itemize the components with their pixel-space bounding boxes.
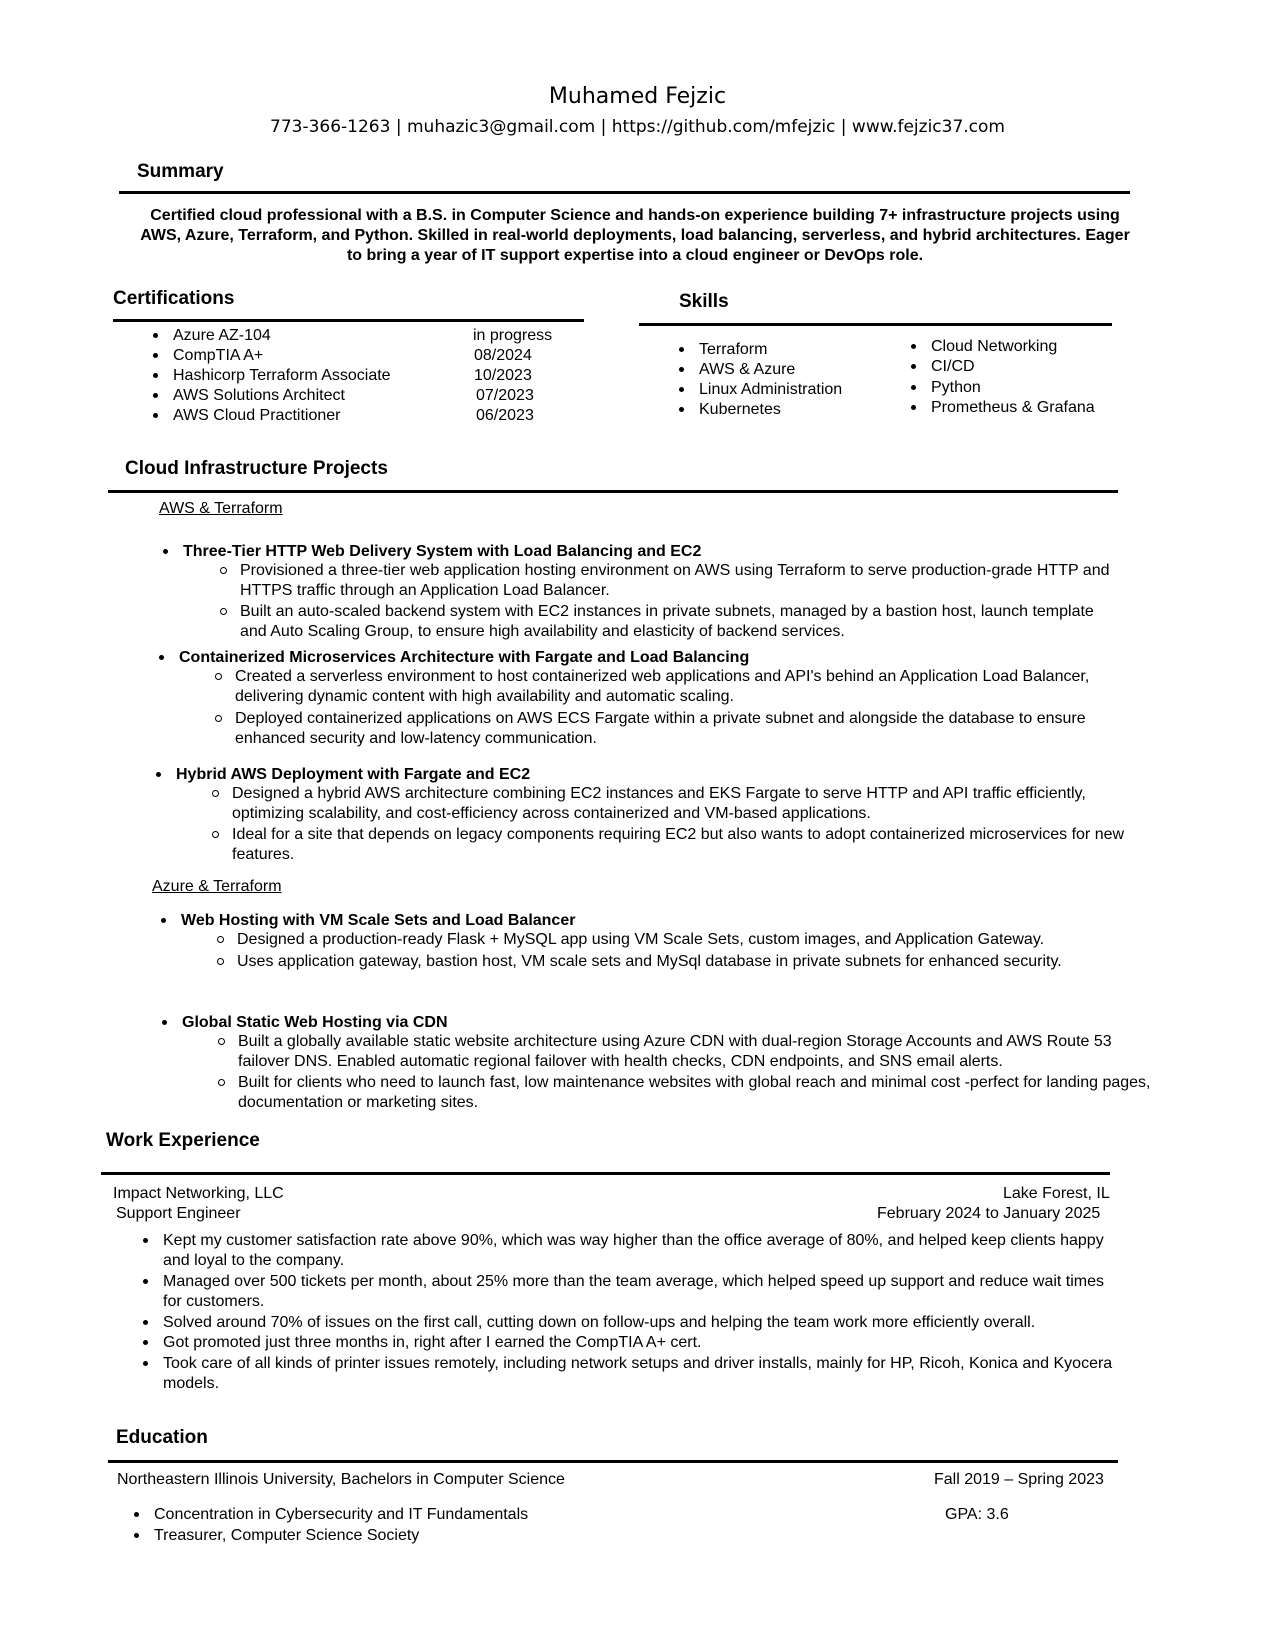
cert-name: Hashicorp Terraform Associate — [173, 367, 391, 384]
aws-terraform-label: AWS & Terraform — [159, 500, 283, 517]
job-dates: February 2024 to January 2025 — [877, 1205, 1101, 1222]
skill-item: Linux Administration — [699, 381, 843, 398]
skill-item: Prometheus & Grafana — [931, 399, 1095, 416]
skill-item: Python — [931, 379, 981, 396]
job-location: Lake Forest, IL — [1003, 1185, 1110, 1202]
cert-name: AWS Cloud Practitioner — [173, 407, 341, 424]
education-divider — [108, 1460, 1118, 1463]
project-bullet: Deployed containerized applications on AWS ECS Fargate within a private subnet and alongside the database to ensure enhanced security and low-latency communication. — [235, 709, 1140, 749]
project-bullet: Provisioned a three-tier web application hosting environment on AWS using Terraform to serve production-grade HTTP and HTTPS traffic through an Application Load Balancer. — [240, 561, 1145, 601]
work-bullet: Managed over 500 tickets per month, about 25% more than the team average, which helped speed up support and reduce wait times for customers. — [163, 1272, 1123, 1312]
project-title: Containerized Microservices Architecture with Fargate and Load Balancing — [179, 649, 750, 666]
skills-divider — [639, 323, 1112, 326]
work-bullet: Solved around 70% of issues on the first call, cutting down on follow-ups and helping the team work more efficiently overall. — [163, 1314, 1036, 1331]
project-title: Web Hosting with VM Scale Sets and Load Balancer — [181, 912, 576, 929]
education-heading: Education — [116, 1427, 208, 1448]
cert-name: AWS Solutions Architect — [173, 387, 345, 404]
project-title: Three-Tier HTTP Web Delivery System with Load Balancing and EC2 — [183, 543, 702, 560]
projects-heading: Cloud Infrastructure Projects — [125, 458, 388, 479]
cert-date: 07/2023 — [476, 387, 534, 404]
cert-date: in progress — [473, 327, 553, 344]
skills-heading: Skills — [679, 291, 729, 312]
certifications-divider — [113, 319, 584, 322]
project-title: Global Static Web Hosting via CDN — [182, 1014, 448, 1031]
work-bullet: Got promoted just three months in, right after I earned the CompTIA A+ cert. — [163, 1334, 702, 1351]
skill-item: Kubernetes — [699, 401, 781, 418]
skill-item: Terraform — [699, 341, 768, 358]
project-bullet: Uses application gateway, bastion host, VM scale sets and MySql database in private subnets for enhanced security. — [237, 952, 1067, 972]
summary-divider — [119, 191, 1130, 194]
work-divider — [101, 1172, 1110, 1175]
work-bullet: Kept my customer satisfaction rate above 90%, which was way higher than the office average of 80%, and helped keep clients happy and loyal to the company. — [163, 1231, 1123, 1271]
project-title: Hybrid AWS Deployment with Fargate and EC2 — [176, 766, 531, 783]
azure-terraform-label: Azure & Terraform — [152, 878, 282, 895]
project-bullet: Built for clients who need to launch fast, low maintenance websites with global reach and minimal cost -perfect for landing pages, documentation or marketing sites. — [238, 1073, 1153, 1113]
school-name: Northeastern Illinois University, Bachelors in Computer Science — [117, 1471, 565, 1488]
skill-item: CI/CD — [931, 358, 975, 375]
cert-name: CompTIA A+ — [173, 347, 264, 364]
gpa: GPA: 3.6 — [945, 1506, 1009, 1523]
skill-item: Cloud Networking — [931, 338, 1058, 355]
project-bullet: Designed a production-ready Flask + MySQL app using VM Scale Sets, custom images, and Application Gateway. — [237, 930, 1142, 950]
project-bullet: Created a serverless environment to host containerized web applications and API's behind an Application Load Balancer, delivering dynamic content with high availability and automatic scaling. — [235, 667, 1145, 707]
projects-divider — [108, 490, 1118, 493]
project-bullet: Ideal for a site that depends on legacy components requiring EC2 but also wants to adopt containerized microservices for new features. — [232, 825, 1132, 865]
project-bullet: Designed a hybrid AWS architecture combining EC2 instances and EKS Fargate to serve HTTP and API traffic efficiently, optimizing scalability, and cost-efficiency across containerized and VM-based applications. — [232, 784, 1142, 824]
cert-date: 08/2024 — [474, 347, 532, 364]
education-bullet: Concentration in Cybersecurity and IT Fundamentals — [154, 1506, 529, 1523]
skill-item: AWS & Azure — [699, 361, 796, 378]
cert-date: 10/2023 — [474, 367, 532, 384]
education-dates: Fall 2019 – Spring 2023 — [934, 1471, 1104, 1488]
contact-line: 773-366-1263 | muhazic3@gmail.com | https://github.com/mfejzic | www.fejzic37.com — [270, 117, 1005, 137]
project-bullet: Built a globally available static website architecture using Azure CDN with dual-region Storage Accounts and AWS Route 53 failover DNS. Enabled automatic regional failover with health checks, CDN endpoints, and SNS email alerts. — [238, 1032, 1143, 1072]
job-title: Support Engineer — [116, 1205, 241, 1222]
summary-text: Certified cloud professional with a B.S. in Computer Science and hands-on experience building 7+ infrastructure projects using AWS, Azure, Terraform, and Python. Skilled in real-world deployments, load balancing, serverless, and hybrid architectures. Eager to bring a year of IT support expertise into a cloud engineer or DevOps role. — [140, 207, 1130, 264]
summary-heading: Summary — [137, 161, 224, 182]
candidate-name: Muhamed Fejzic — [548, 84, 727, 109]
company-name: Impact Networking, LLC — [113, 1185, 284, 1202]
cert-name: Azure AZ-104 — [173, 327, 271, 344]
work-bullet: Took care of all kinds of printer issues remotely, including network setups and driver installs, mainly for HP, Ricoh, Konica and Kyocera models. — [163, 1354, 1123, 1394]
certifications-heading: Certifications — [113, 288, 235, 309]
cert-date: 06/2023 — [476, 407, 534, 424]
education-bullet: Treasurer, Computer Science Society — [154, 1527, 420, 1544]
work-heading: Work Experience — [106, 1130, 260, 1151]
project-bullet: Built an auto-scaled backend system with EC2 instances in private subnets, managed by a bastion host, launch template and Auto Scaling Group, to ensure high availability and elasticity of backend services. — [240, 602, 1100, 642]
